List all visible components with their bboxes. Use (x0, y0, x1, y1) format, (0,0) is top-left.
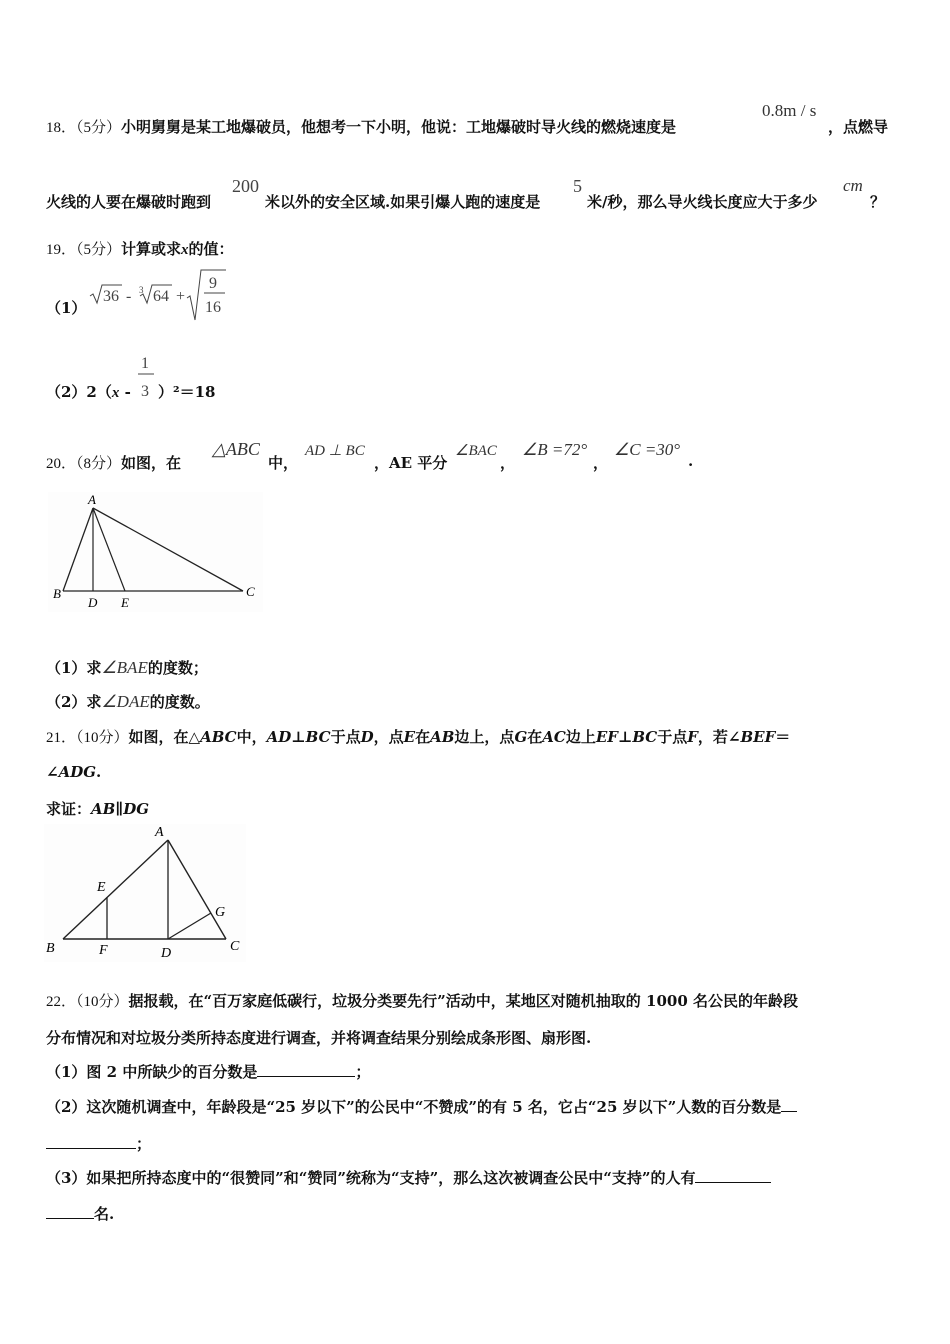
q18-text-a: 小明舅舅是某工地爆破员，他想考一下小明，他说：工地爆破时导火线的燃烧速度是 (121, 118, 677, 136)
q20-sub-2 (46, 691, 210, 712)
q19-part2-label: （2）2（ (46, 383, 112, 401)
q20-period: . (688, 452, 694, 470)
q21-figure (44, 824, 246, 962)
q19-score: （5分） (76, 242, 122, 258)
q22-sub3-blank-cont[interactable] (46, 1204, 94, 1219)
q22-line-1 (46, 990, 798, 1011)
q19-part1-label: （1） (46, 299, 87, 317)
q20-perp: AD ⊥ BC (305, 443, 365, 459)
q20-score: （8分） (76, 456, 122, 472)
q21-text-e: 在 (415, 728, 431, 746)
q20-sub2-label: （2）求 (46, 693, 102, 711)
q18-text-c: 火线的人要在爆破时跑到 (46, 193, 212, 211)
q21-d: D (360, 728, 374, 746)
q21-ab: AB (430, 728, 455, 746)
q22-sub-3 (46, 1167, 771, 1188)
q21-text-f: 边上，点 (454, 728, 515, 746)
q19-minus: - (126, 288, 132, 305)
q20-sub2-angle: ∠DAE (101, 692, 150, 711)
q18-text-d: 米以外的安全区域.如果引爆人跑的速度是 (265, 193, 541, 211)
q19-part2-fraction (136, 352, 156, 402)
q22-score: （10分） (76, 994, 129, 1010)
q20-comma-2: ， (593, 454, 609, 472)
q22-sub1-text: （1）图 2 中所缺少的百分数是 (46, 1063, 258, 1081)
q22-text-line1: 据报载，在“百万家庭低碳行，垃圾分类要先行”活动中，某地区对随机抽取的 1000 名公民的年龄段 (128, 992, 798, 1010)
q19-part2-end: ）²＝18 (158, 383, 216, 401)
q20-label-e: E (121, 595, 129, 610)
q18-line-1 (46, 116, 676, 137)
q21-bef: BEF (740, 728, 776, 746)
q21-prove-label: 求证： (46, 800, 92, 818)
q21-text-a: 如图，在△ (128, 728, 201, 746)
q19-frac-den: 16 (205, 299, 221, 316)
q20-text-b: 中， (268, 454, 299, 472)
q18-text-e: 米/秒，那么导火线长度应大于多少 (587, 193, 818, 211)
q22-sub2-text: （2）这次随机调查中，年龄段是“25 岁以下”的公民中“不赞成”的有 5 名，它占“25 岁以下”人数的百分数是 (46, 1098, 782, 1116)
q19-cbrt-64: 64 (153, 288, 169, 305)
q20-number: 20． (46, 456, 77, 472)
q20-sub1-label: （1）求 (46, 659, 102, 677)
q20-sub2-end: 的度数。 (149, 693, 210, 711)
q18-number: 18． (46, 120, 77, 136)
q22-sub-2-cont (46, 1133, 151, 1154)
q19-frac-num: 9 (209, 275, 217, 292)
q22-sub1-blank[interactable] (257, 1062, 355, 1077)
q21-text-c: 于点 (330, 728, 361, 746)
q21-g: G (514, 728, 528, 746)
q18-text-f: ？ (870, 193, 886, 211)
q22-sub2-end: ； (136, 1135, 152, 1153)
q22-sub2-blank-cont[interactable] (46, 1134, 136, 1149)
q21-score: （10分） (76, 730, 129, 746)
q20-sub1-angle: ∠BAE (101, 658, 148, 677)
q21-number: 21． (46, 730, 77, 746)
q19-text: 计算或求 (121, 240, 182, 258)
q19-line (46, 238, 234, 259)
q19-cbrt-index: 3 (139, 285, 144, 295)
q19-part2-frac-den: 3 (141, 383, 149, 400)
q22-sub-1 (46, 1061, 370, 1082)
q20-comma-1: ， (500, 454, 516, 472)
q21-prove (46, 798, 149, 819)
q21-e: E (403, 728, 416, 746)
q20-label-a: A (88, 492, 96, 507)
q19-sqrt-36: 36 (103, 288, 119, 305)
q21-label-f: F (99, 943, 108, 958)
q22-text-line2: 分布情况和对垃圾分类所持态度进行调查，并将调查结果分别绘成条形图、扇形图. (46, 1029, 592, 1047)
q18-line-2 (46, 191, 211, 212)
q19-text-end: 的值： (188, 240, 234, 258)
q18-score: （5分） (76, 120, 122, 136)
q20-line (46, 452, 181, 473)
q21-label-c: C (230, 939, 240, 954)
q18-unit: cm (843, 176, 863, 195)
q21-adg: ADG (58, 763, 97, 781)
q21-label-a: A (155, 825, 164, 840)
q21-prove-expr: AB∥DG (91, 800, 150, 818)
q22-sub3-text: （3）如果把所持态度中的“很赞同”和“赞同”统称为“支持”，那么这次被调查公民中“支持”的人有 (46, 1169, 696, 1187)
q20-figure (48, 492, 263, 612)
q18-text-b: ，点燃导 (828, 118, 889, 136)
q18-run-speed: 5 (573, 176, 582, 196)
q18-speed-formula: 0.8m / s (762, 101, 817, 120)
q20-label-b: B (53, 586, 61, 601)
q22-line-2 (46, 1027, 591, 1048)
q20-angle-c: ∠C =30° (614, 440, 681, 459)
q22-sub3-end: 名. (94, 1205, 115, 1223)
q21-f: F (687, 728, 698, 746)
q21-line-1 (46, 726, 790, 747)
q20-label-c: C (246, 584, 255, 599)
q21-line-2 (46, 763, 101, 781)
q21-text-j: ，若∠ (697, 728, 741, 746)
q21-text-g: 在 (527, 728, 543, 746)
q19-part2 (46, 381, 216, 402)
q21-abc: ABC (200, 728, 237, 746)
q22-sub-2 (46, 1096, 797, 1117)
q21-ad-bc: AD⊥BC (266, 728, 331, 746)
q21-angle-symbol: ∠ (46, 763, 59, 781)
q22-sub2-blank[interactable] (781, 1097, 797, 1112)
q20-triangle: △ABC (212, 439, 260, 459)
q20-text-c: ，AE 平分 (374, 454, 448, 472)
q21-text-d: ，点 (373, 728, 404, 746)
q21-period: . (96, 763, 102, 781)
q20-angle-b: ∠B =72° (522, 440, 588, 459)
q19-part2-x: x (111, 385, 120, 401)
q22-sub-3-cont (46, 1203, 114, 1224)
q19-part2-minus: - (119, 383, 137, 401)
q19-var: x (181, 242, 189, 258)
q21-text-h: 边上 (565, 728, 596, 746)
q21-text-b: 中， (236, 728, 267, 746)
q22-sub1-end: ； (355, 1063, 371, 1081)
q20-sub-1 (46, 657, 208, 678)
q21-label-d: D (161, 946, 172, 961)
q19-plus: + (176, 288, 186, 305)
q20-sub1-end: 的度数； (147, 659, 208, 677)
q22-number: 22． (46, 994, 77, 1010)
q21-text-k: ＝ (775, 728, 791, 746)
q19-part2-frac-num: 1 (141, 355, 149, 372)
q19-part1-expression (88, 266, 238, 326)
q21-label-e: E (97, 880, 106, 895)
q21-ac: AC (542, 728, 566, 746)
q20-label-d: D (88, 595, 98, 610)
q18-distance: 200 (232, 176, 259, 196)
q21-label-b: B (46, 941, 55, 956)
q19-number: 19． (46, 242, 77, 258)
q20-text-a: 如图，在 (121, 454, 182, 472)
q20-bisect: ∠BAC (455, 443, 497, 459)
q21-ef-bc: EF⊥BC (595, 728, 658, 746)
q21-text-i: 于点 (657, 728, 688, 746)
q22-sub3-blank[interactable] (695, 1168, 771, 1183)
q21-label-g: G (215, 905, 226, 920)
